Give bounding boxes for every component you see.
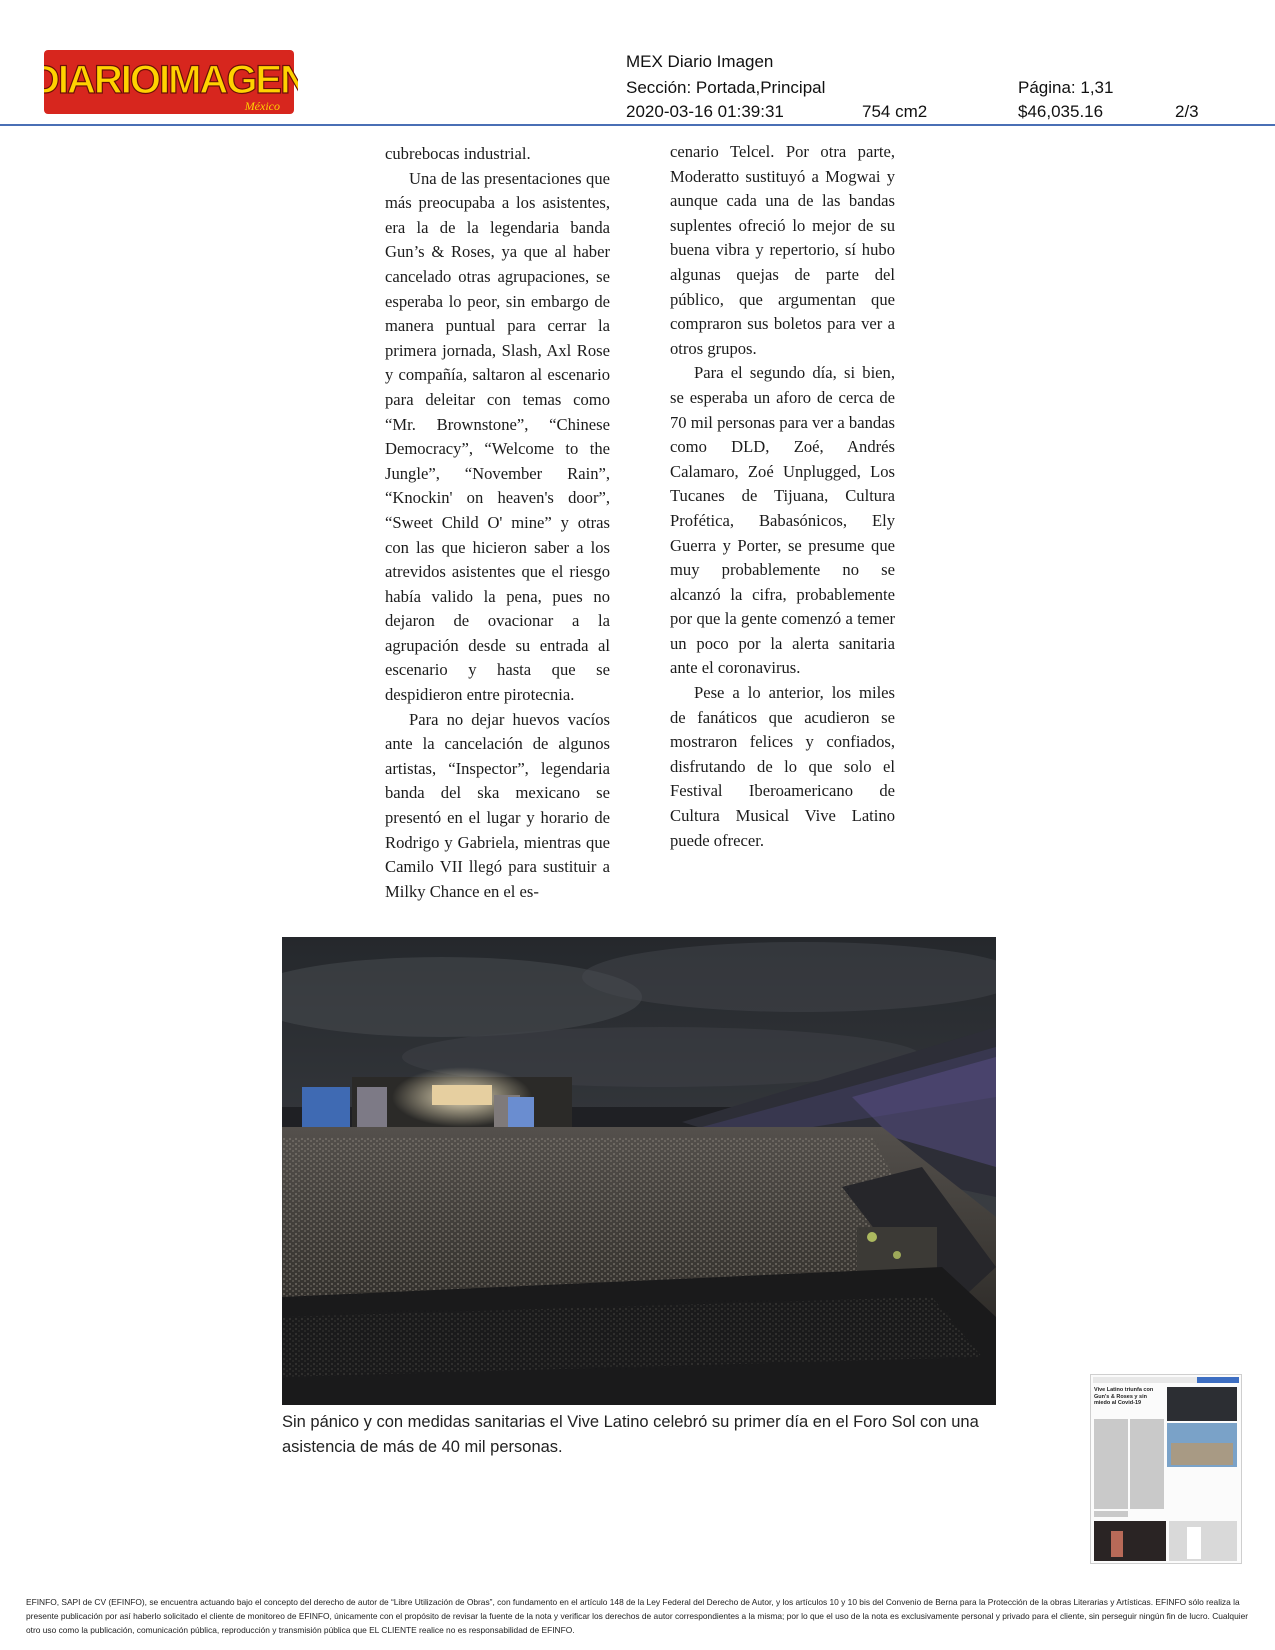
paragraph: Para el segundo día, si bien, se esperaba un aforo de cerca de 70 mil personas para ver a bandas como DLD, Zoé, Andrés Calamaro, Zoé Unplugged, Los Tucanes de Tijuana, Cultura Profética, Babasónicos, Ely Guerra y Porter, se presume que muy probablemente no se alcanzó la cifra, probablemente por que la gente comenzó a temer un poco por la alerta sanitaria ante el coronavirus. [670,363,895,678]
paragraph: Pese a lo anterior, los miles de fanáticos que acudieron se mostraron felices y confiados, disfrutando de lo que solo el Festival Iberoamericano de Cultura Musical Vive Latino puede ofrecer. [670,683,895,850]
page-number: Página: 1,31 [1018,78,1114,97]
article-column-1 [385,142,610,904]
paragraph: Para no dejar huevos vacíos ante la cancelación de algunos artistas, “Inspector”, legendaria banda del ska mexicano se presentó en el lugar y horario de Rodrigo y Gabriela, mientras que Camilo VII llegó para sustituir a Milky Chance en el es- [385,709,610,901]
publication-name: MEX Diario Imagen [626,52,774,71]
concert-photo [282,937,996,1405]
paragraph: Una de las presentaciones que más preocupaba a los asistentes, era la de la legendaria banda Gun’s & Roses, ya que al haber cancelado otras agrupaciones, se esperaba lo peor, sin embargo de manera puntual para cerrar la primera jornada, Slash, Axl Rose y compañía, saltaron al escenario para deleitar con temas como “Mr. Brownstone”, “Chinese Democracy”, “Welcome to the Jungle”, “November Rain”, “Knockin' on heaven's door”, “Sweet Child O' mine” y otras con las que hicieron saber a los atrevidos asistentes que el riesgo había valido la pena, pues no dejaron de ovacionar a la agrupación desde su entrada al escenario y hasta que se despidieron entre pirotecnia. [385,168,610,705]
page-part: 2/3 [1175,102,1199,121]
diario-imagen-logo [44,50,298,116]
timestamp: 2020-03-16 01:39:31 [626,102,784,121]
paragraph: cubrebocas industrial. [385,144,531,163]
thumbnail-headline: Vive Latino triunfa con Gun's & Roses y sin miedo al Covid-19 [1094,1387,1154,1406]
logo-text: DIARIOIMAGEN [44,58,298,102]
header-divider [0,124,1275,126]
ad-value: $46,035.16 [1018,102,1104,121]
page-thumbnail [1090,1374,1242,1564]
article-column-2 [670,140,895,853]
copyright-notice: EFINFO, SAPI de CV (EFINFO), se encuentra actuando bajo el concepto del derecho de autor de “Libre Utilización de Obras”, con fundamento en el artículo 148 de la Ley Federal del Derecho de Autor, y los artículos 10 y 10 bis del Convenio de Berna para la Protección de la obras Literarias y Artísticas. EFINFO sólo realiza la presente publicación por así haberlo solicitado el cliente de monitoreo de EFINFO, únicamente con el propósito de revisar la fuente de la nota y verificar los derechos de autor correspondientes a la misma; por lo que el uso de la nota es exclusivamente personal y privado para el cliente, sin perseguir ningún fin de lucro. Cualquier otro uso como la publicación, comunicación pública, reproducción y transmisión pública que EL CLIENTE realice no es responsabilidad de EFINFO. [26,1597,1249,1635]
photo-caption: Sin pánico y con medidas sanitarias el Vive Latino celebró su primer día en el Foro Sol con una asistencia de más de 40 mil personas. [282,1413,979,1456]
paragraph: cenario Telcel. Por otra parte, Moderatto sustituyó a Mogwai y aunque cada una de las bandas suplentes ofreció lo mejor de su buena vibra y repertorio, sí hubo algunas quejas de parte del público, que argumentan que compraron sus boletos para ver a otros grupos. [670,142,895,358]
section-label: Sección: Portada,Principal [626,78,826,97]
logo-subtext: México [244,99,280,113]
area-measure: 754 cm2 [862,102,928,121]
